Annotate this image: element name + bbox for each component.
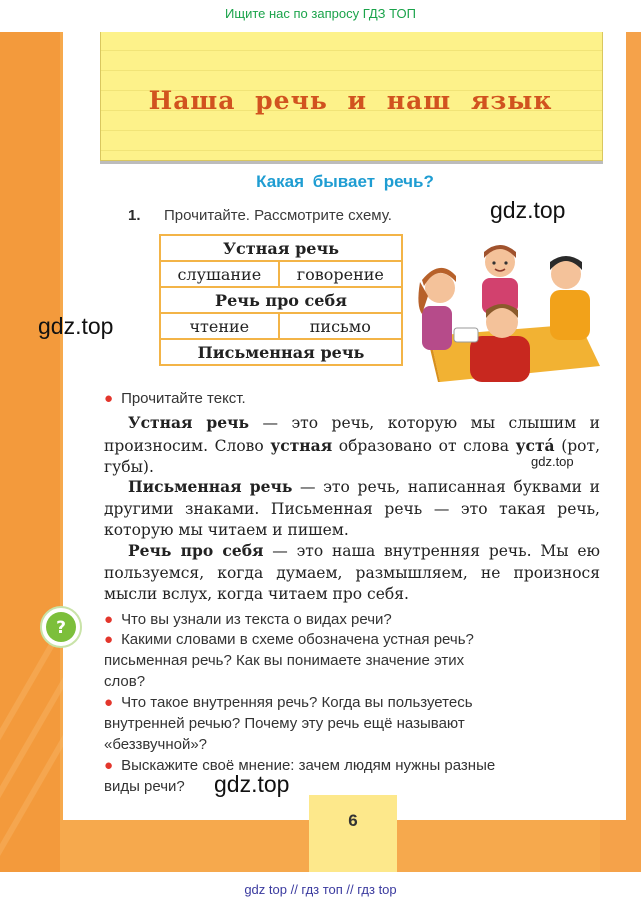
question-4-line1: Выскажите своё мнение: зачем людям нужны разные — [121, 757, 496, 774]
question-2-line1: Какими словами в схеме обозначена устная речь? — [121, 631, 474, 648]
paragraph-oral-text2: образовано от слова — [332, 436, 516, 455]
paragraph-oral-text3: (рот, губы). — [104, 436, 601, 476]
term-oral: Устная речь — [128, 413, 249, 432]
word-usta: уста́ — [515, 435, 555, 455]
question-3-line2: внутренней речью? Почему эту речь ещё называют — [104, 715, 465, 732]
question-2-line3: слов? — [104, 673, 146, 690]
scheme-written-speech: Письменная речь — [160, 339, 402, 365]
read-instruction: Прочитайте текст. — [121, 390, 246, 407]
bullet-dot: ● — [104, 757, 114, 774]
term-inner: Речь про себя — [128, 541, 264, 560]
paragraph-inner-text: — это наша внутренняя речь. Мы ею пользуемся, когда думаем, размышляем, не произнося мысли вслух, когда читаем про себя. — [104, 542, 600, 603]
scheme-writing: письмо — [279, 313, 402, 339]
word-ustnaya: устная — [270, 435, 333, 455]
paragraph-written — [104, 476, 600, 542]
watermark-3: gdz.top — [531, 454, 574, 469]
question-3-line1: Что такое внутренняя речь? Когда вы пользуетесь — [121, 694, 473, 711]
speech-scheme-table — [159, 234, 403, 366]
bullet-dot: ● — [104, 694, 114, 711]
paragraph-written-text: — это речь, написанная буквами и другими знаками. Письменная речь — это такая речь, которую мы читаем и пишем. — [104, 478, 600, 539]
paragraph-inner — [104, 540, 600, 606]
scheme-speaking: говорение — [279, 261, 402, 287]
scheme-inner-speech: Речь про себя — [160, 287, 402, 313]
bullet-dot: ● — [104, 631, 114, 648]
svg-text:?: ? — [56, 618, 66, 638]
task-instruction: Прочитайте. Рассмотрите схему. — [164, 207, 392, 224]
task-number: 1. — [128, 207, 141, 224]
term-written: Письменная речь — [128, 477, 293, 496]
question-2-line2: письменная речь? Как вы понимаете значение этих — [104, 652, 465, 669]
paragraph-oral — [104, 412, 600, 479]
question-1-text: Что вы узнали из текста о видах речи? — [121, 611, 392, 628]
question-3 — [104, 692, 473, 713]
question-icon — [40, 606, 82, 648]
question-4-line2: виды речи? — [104, 778, 185, 795]
section-title: Наша речь и наш язык — [148, 86, 553, 115]
children-illustration — [410, 236, 600, 382]
bullet-dot: ● — [104, 611, 114, 628]
question-2 — [104, 629, 474, 650]
bullet-dot: ● — [104, 390, 114, 407]
scheme-oral-speech: Устная речь — [160, 235, 402, 261]
lesson-title: Какая бывает речь? — [256, 172, 434, 191]
read-instruction-item — [104, 388, 246, 409]
page-number-box — [309, 795, 397, 872]
watermark-2: gdz.top — [38, 313, 114, 339]
watermark-4: gdz.top — [214, 771, 290, 797]
scheme-reading: чтение — [160, 313, 279, 339]
question-4 — [104, 755, 495, 776]
question-1 — [104, 609, 392, 630]
paragraph-oral-text1: — это речь, которую мы слышим и произносим. Слово — [104, 414, 600, 455]
question-3-line3: «беззвучной»? — [104, 736, 208, 753]
scheme-listening: слушание — [160, 261, 279, 287]
bottom-watermark-links[interactable]: gdz top // гдз топ // гдз top — [244, 882, 397, 897]
watermark-1: gdz.top — [490, 197, 566, 223]
page-number: 6 — [348, 811, 358, 830]
top-watermark-link[interactable]: Ищите нас по запросу ГДЗ ТОП — [225, 6, 416, 21]
